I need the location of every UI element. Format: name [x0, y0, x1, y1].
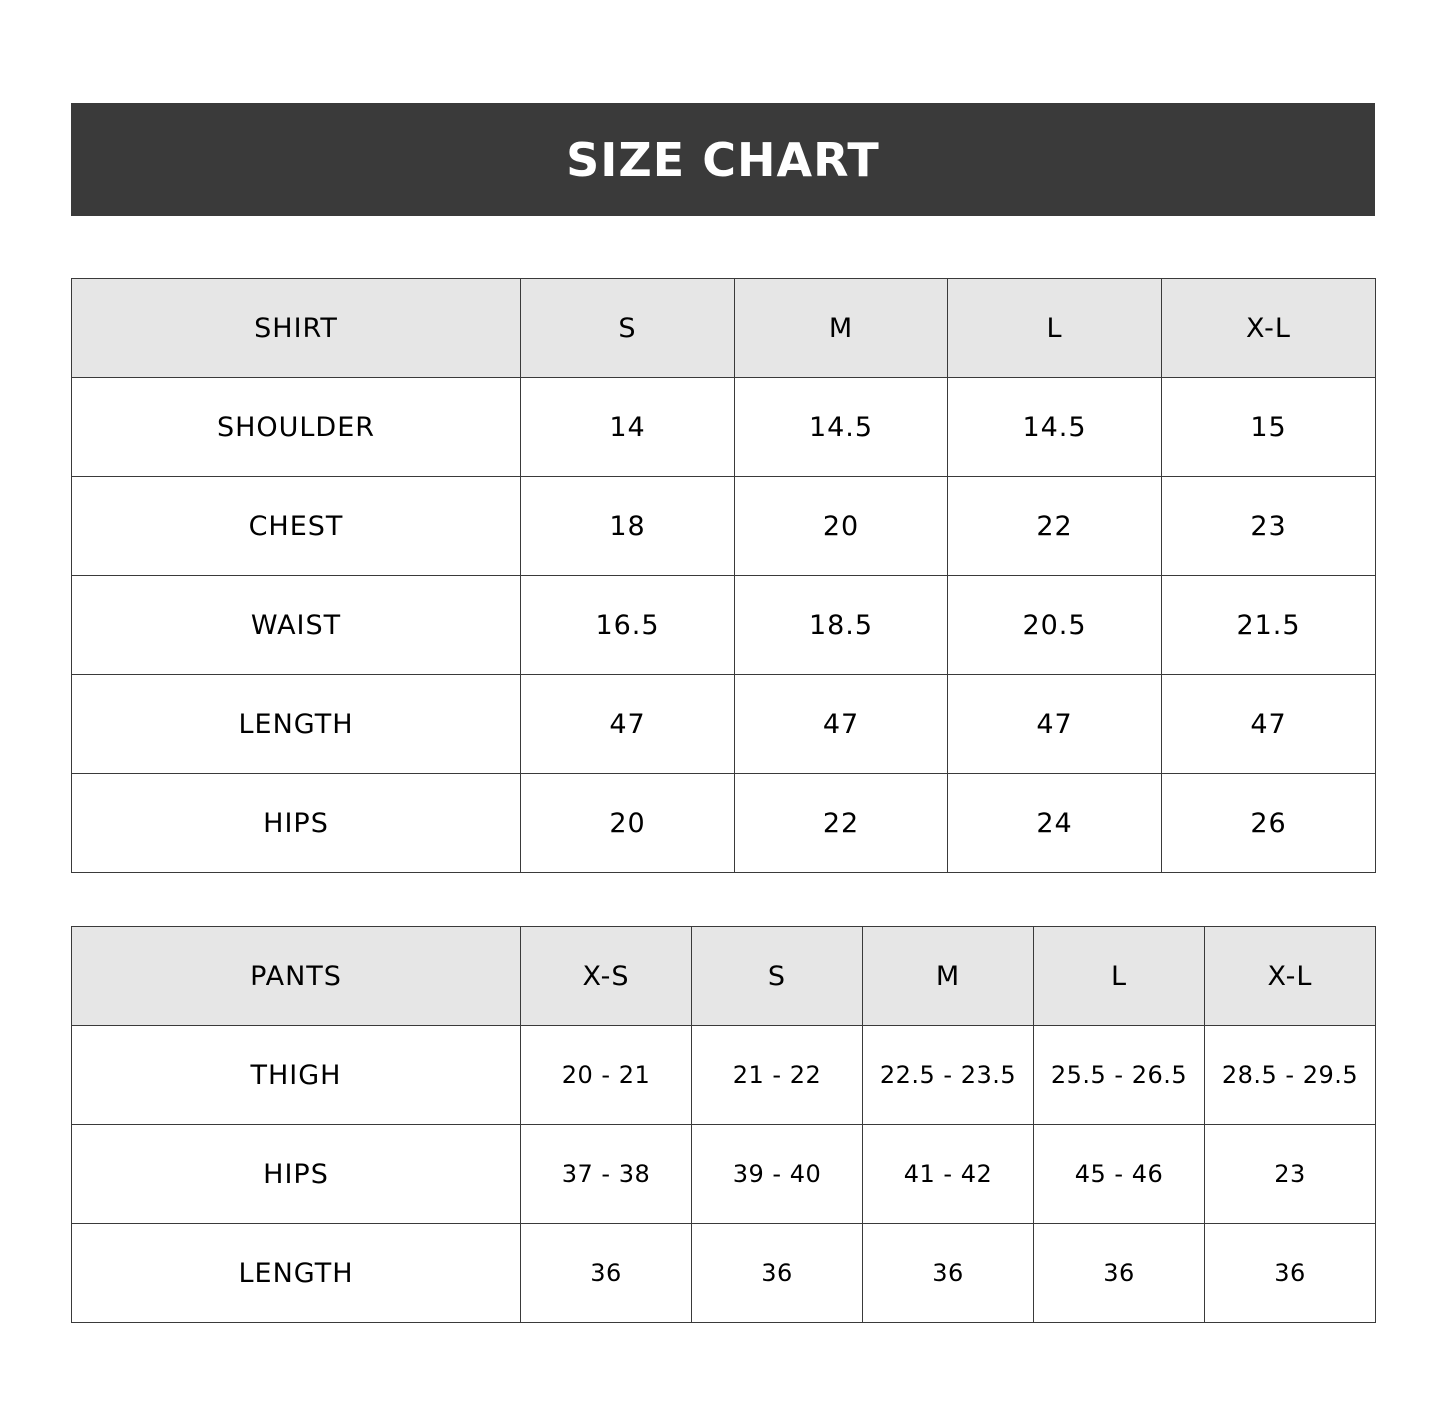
table-cell: 22: [735, 774, 948, 873]
table-cell: 23: [1205, 1125, 1376, 1224]
table-row: [72, 477, 1376, 576]
shirt-header-size: S: [521, 279, 735, 378]
table-cell: 28.5 - 29.5: [1205, 1026, 1376, 1125]
table-cell: 21 - 22: [692, 1026, 863, 1125]
table-cell: 18: [521, 477, 735, 576]
table-cell: 23: [1162, 477, 1376, 576]
row-label: WAIST: [72, 576, 521, 675]
table-cell: 15: [1162, 378, 1376, 477]
table-cell: 22: [948, 477, 1162, 576]
table-cell: 20: [521, 774, 735, 873]
table-cell: 21.5: [1162, 576, 1376, 675]
row-label: SHOULDER: [72, 378, 521, 477]
row-label: HIPS: [72, 774, 521, 873]
table-cell: 36: [863, 1224, 1034, 1323]
table-row: [72, 774, 1376, 873]
pants-header-size: X-L: [1205, 927, 1376, 1026]
title-banner: [71, 103, 1375, 216]
table-cell: 20.5: [948, 576, 1162, 675]
table-cell: 26: [1162, 774, 1376, 873]
table-cell: 47: [948, 675, 1162, 774]
table-cell: 36: [692, 1224, 863, 1323]
shirt-header-row: [72, 279, 1376, 378]
table-row: [72, 1125, 1376, 1224]
pants-header-size: L: [1034, 927, 1205, 1026]
table-cell: 16.5: [521, 576, 735, 675]
table-cell: 36: [521, 1224, 692, 1323]
table-cell: 22.5 - 23.5: [863, 1026, 1034, 1125]
table-cell: 20 - 21: [521, 1026, 692, 1125]
table-cell: 14: [521, 378, 735, 477]
table-cell: 36: [1034, 1224, 1205, 1323]
pants-header-label: PANTS: [72, 927, 521, 1026]
row-label: THIGH: [72, 1026, 521, 1125]
pants-header-row: [72, 927, 1376, 1026]
table-cell: 20: [735, 477, 948, 576]
row-label: LENGTH: [72, 675, 521, 774]
table-cell: 47: [1162, 675, 1376, 774]
shirt-size-table: [71, 278, 1376, 873]
pants-size-table: [71, 926, 1376, 1323]
pants-header-size: S: [692, 927, 863, 1026]
shirt-header-size: X-L: [1162, 279, 1376, 378]
table-cell: 39 - 40: [692, 1125, 863, 1224]
row-label: LENGTH: [72, 1224, 521, 1323]
pants-header-size: X-S: [521, 927, 692, 1026]
table-cell: 45 - 46: [1034, 1125, 1205, 1224]
table-cell: 47: [735, 675, 948, 774]
pants-header-size: M: [863, 927, 1034, 1026]
page-title: SIZE CHART: [566, 132, 880, 187]
table-cell: 18.5: [735, 576, 948, 675]
table-row: [72, 378, 1376, 477]
table-row: [72, 675, 1376, 774]
table-cell: 24: [948, 774, 1162, 873]
shirt-header-size: L: [948, 279, 1162, 378]
table-cell: 37 - 38: [521, 1125, 692, 1224]
table-cell: 14.5: [948, 378, 1162, 477]
table-cell: 47: [521, 675, 735, 774]
table-cell: 36: [1205, 1224, 1376, 1323]
shirt-header-size: M: [735, 279, 948, 378]
table-cell: 41 - 42: [863, 1125, 1034, 1224]
shirt-header-label: SHIRT: [72, 279, 521, 378]
table-row: [72, 1026, 1376, 1125]
table-cell: 14.5: [735, 378, 948, 477]
table-row: [72, 576, 1376, 675]
table-cell: 25.5 - 26.5: [1034, 1026, 1205, 1125]
row-label: CHEST: [72, 477, 521, 576]
table-row: [72, 1224, 1376, 1323]
row-label: HIPS: [72, 1125, 521, 1224]
